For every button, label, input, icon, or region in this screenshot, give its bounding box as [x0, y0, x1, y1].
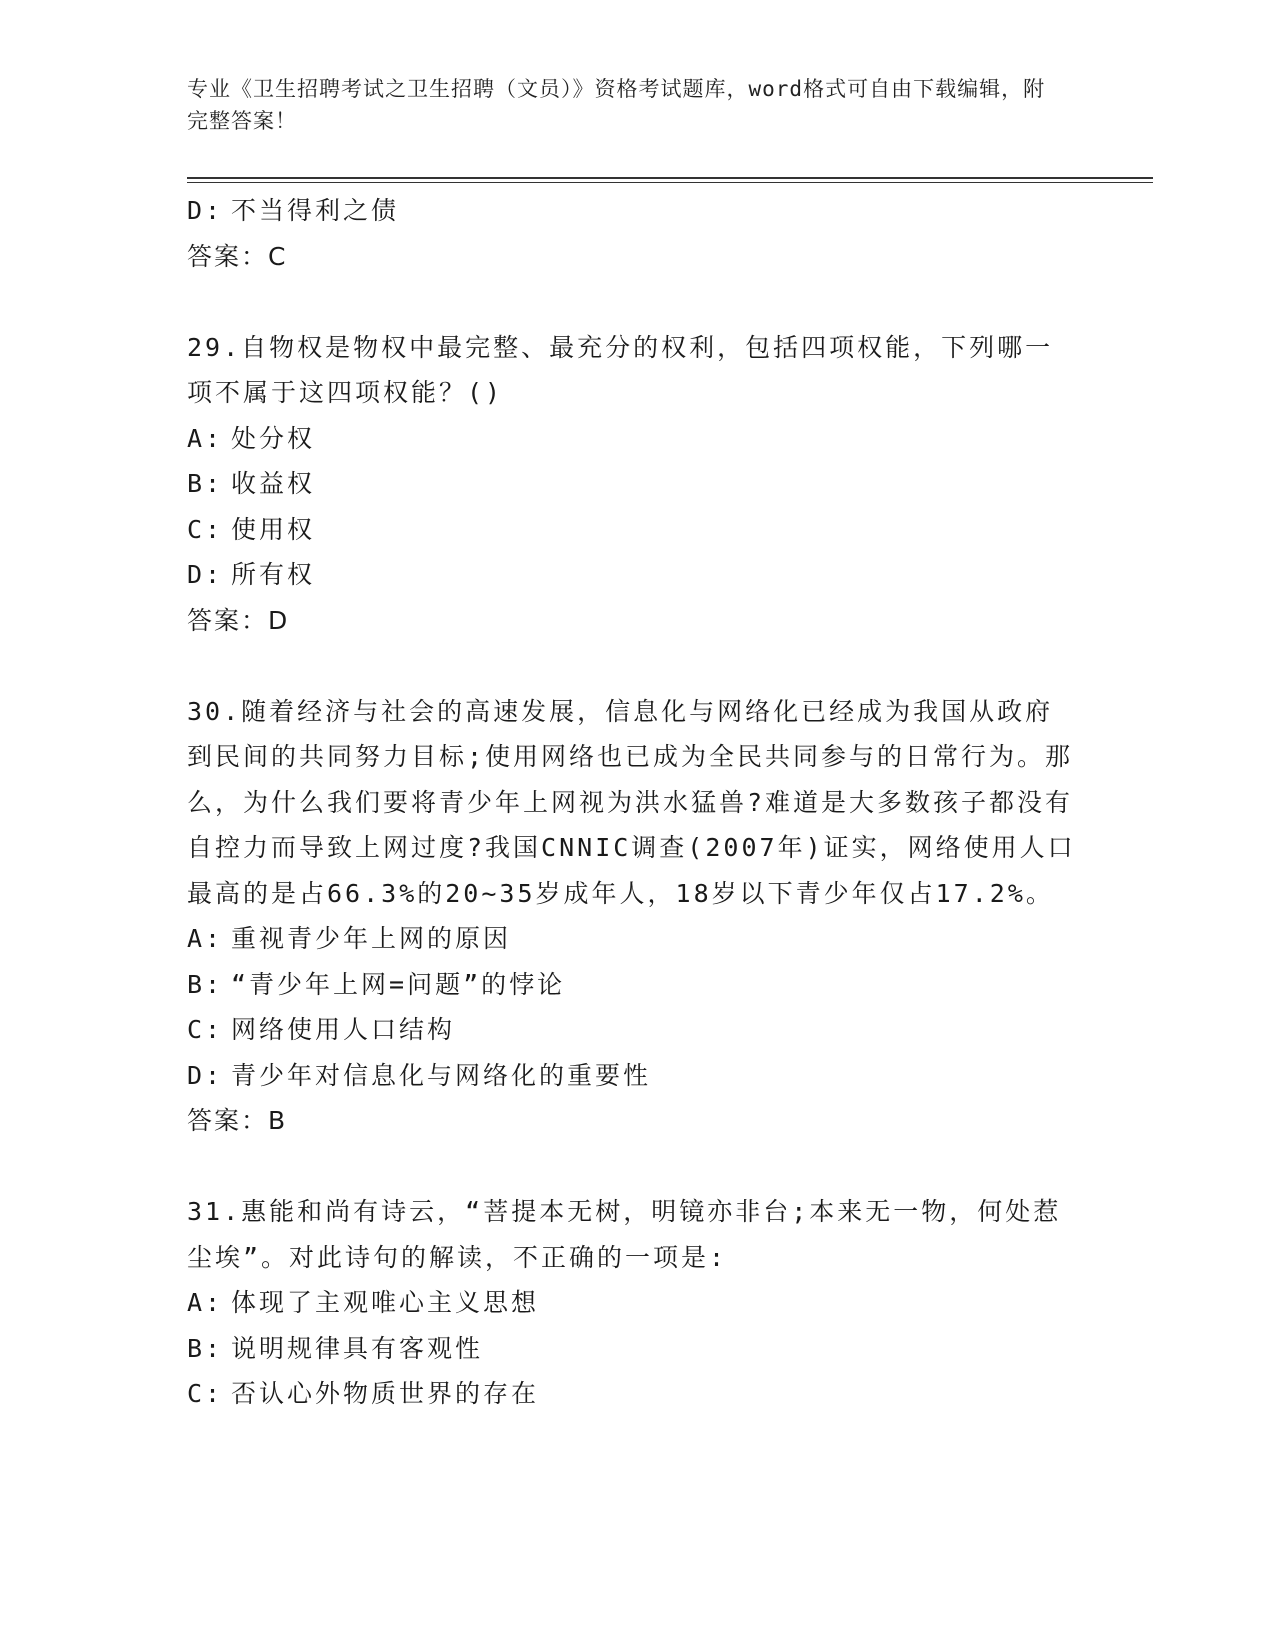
option-letter: D: — [187, 560, 224, 589]
question-29-answer: 答案：D — [187, 605, 290, 635]
option-text: 收益权 — [231, 469, 316, 498]
question-29-option-a — [187, 416, 1087, 462]
option-letter: B: — [187, 969, 224, 999]
option-letter: A: — [187, 1288, 224, 1317]
option-text: 青少年对信息化与网络化的重要性 — [231, 1060, 652, 1090]
question-30-answer: 答案：B — [187, 1106, 288, 1135]
option-letter: C: — [187, 1015, 224, 1044]
option-text: 不当得利之债 — [231, 196, 400, 225]
question-31-stem: 31.惠能和尚有诗云，“菩提本无树，明镜亦非台;本来无一物，何处惹尘埃”。对此诗句的解读，不正确的一项是: — [187, 1197, 1062, 1272]
question-31-option-b — [187, 1326, 1087, 1372]
question-29-option-d — [187, 552, 1087, 598]
option-letter: B: — [187, 1333, 224, 1363]
option-letter: A: — [187, 423, 224, 453]
option-text: 体现了主观唯心主义思想 — [231, 1288, 540, 1317]
option-letter: D: — [187, 196, 224, 225]
question-30-option-c — [187, 1007, 1087, 1053]
header-text: 专业《卫生招聘考试之卫生招聘（文员）》资格考试题库，word格式可自由下载编辑，附完整答案！ — [187, 77, 1046, 133]
option-text: 处分权 — [231, 423, 316, 453]
header-divider — [187, 177, 1153, 183]
question-30-option-a — [187, 916, 1087, 962]
document-body — [187, 188, 1087, 1417]
option-letter: C: — [187, 514, 224, 544]
option-text: 否认心外物质世界的存在 — [231, 1379, 540, 1408]
prev-option-d — [187, 188, 1087, 234]
option-letter: C: — [187, 1379, 224, 1408]
question-30-stem: 30.随着经济与社会的高速发展，信息化与网络化已经成为我国从政府到民间的共同努力目标;使用网络也已成为全民共同参与的日常行为。那么，为什么我们要将青少年上网视为洪水猛兽?难道是大多数孩子都没有自控力而导致上网过度?我国CNNIC调查(2007年)证实，网络使用人口最高的是占66.3%的20~35岁成年人，18岁以下青少年仅占17.2%。 — [187, 696, 1076, 908]
option-text: 使用权 — [231, 514, 316, 544]
question-31-option-c — [187, 1371, 1087, 1417]
question-30-option-d — [187, 1053, 1087, 1099]
spacer — [187, 1144, 1087, 1190]
option-letter: A: — [187, 924, 224, 953]
spacer — [187, 279, 1087, 325]
question-29-option-c — [187, 507, 1087, 553]
option-text: “青少年上网=问题”的悖论 — [231, 969, 566, 999]
question-31-option-a — [187, 1280, 1087, 1326]
option-letter: B: — [187, 469, 224, 498]
document-header — [187, 73, 1067, 137]
spacer — [187, 643, 1087, 689]
question-30-option-b — [187, 962, 1087, 1008]
option-text: 所有权 — [231, 560, 316, 589]
option-text: 重视青少年上网的原因 — [231, 924, 512, 953]
question-29-option-b — [187, 461, 1087, 507]
option-letter: D: — [187, 1060, 224, 1090]
question-29-stem: 29.自物权是物权中最完整、最充分的权利，包括四项权能，下列哪一项不属于这四项权能？() — [187, 332, 1054, 407]
option-text: 网络使用人口结构 — [231, 1015, 456, 1044]
option-text: 说明规律具有客观性 — [231, 1333, 484, 1363]
prev-answer: 答案：C — [187, 241, 288, 271]
